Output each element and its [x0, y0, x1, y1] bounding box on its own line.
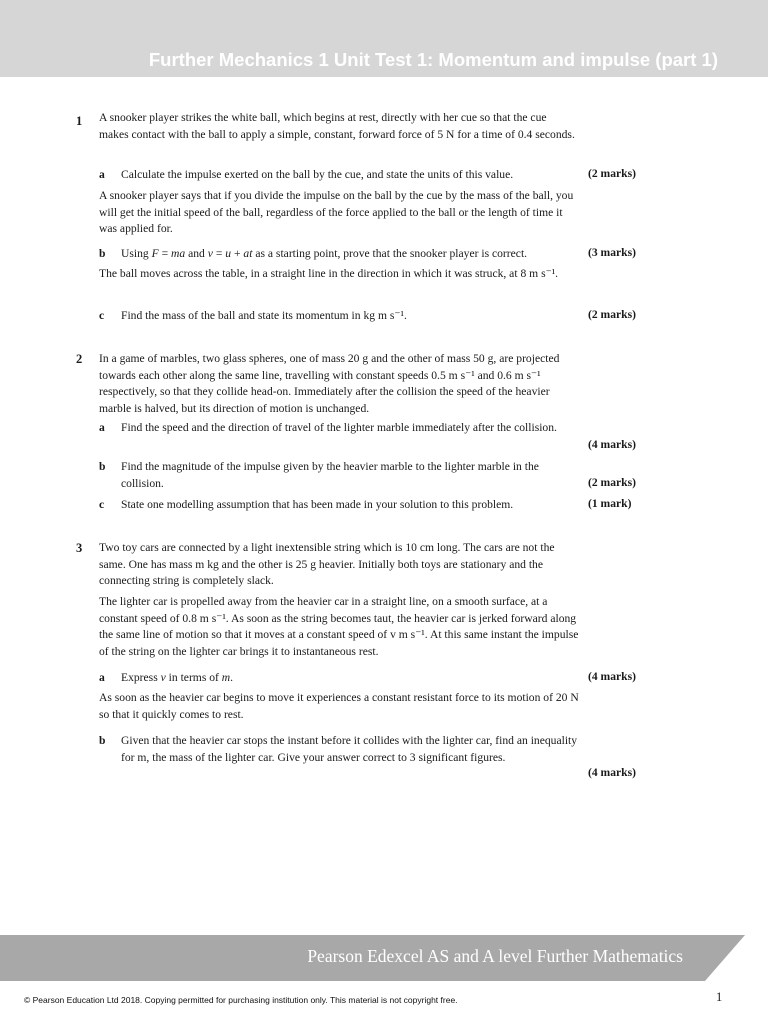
question-1-part-a: [99, 167, 579, 184]
question-3-paragraph: The lighter car is propelled away from the heavier car in a straight line, on a smooth surface, at a constant speed of 0.8 m s⁻¹. As soon as the string becomes taut, the heavier car is jerked forward along the same line of motion so that it moves at a constant speed of v m s⁻¹. At this same instant the impulse of the string on the lighter car brings it to instantaneous rest.: [99, 595, 579, 658]
question-1-number: 1: [76, 114, 83, 128]
part-text: Find the speed and the direction of travel of the lighter marble immediately after the collision.: [121, 421, 557, 434]
part-label: a: [99, 421, 105, 434]
marks-label: (3 marks): [588, 246, 636, 259]
marks-label: (2 marks): [588, 308, 636, 321]
question-3-number: 3: [76, 541, 83, 555]
question-3-part-a: [99, 670, 579, 687]
question-3-part-b: [99, 733, 579, 766]
question-2-number: 2: [76, 352, 83, 366]
question-3-intro: Two toy cars are connected by a light inextensible string which is 10 cm long. The cars are not the same. One has mass m kg and the other is 25 g heavier. Initially both toys are stationary and the connecting string is completely slack.: [99, 541, 555, 587]
part-label: c: [99, 498, 105, 511]
marks-label: (1 mark): [588, 497, 632, 510]
question-2-part-c: [99, 497, 579, 514]
part-text: Find the magnitude of the impulse given by the heavier marble to the lighter marble in the collision.: [121, 460, 539, 490]
footer-title: Pearson Edexcel AS and A level Further Mathematics: [307, 946, 683, 966]
part-label: a: [99, 168, 105, 181]
part-label: b: [99, 734, 106, 747]
marks-label: (2 marks): [588, 476, 636, 489]
part-text: State one modelling assumption that has been made in your solution to this problem.: [121, 498, 514, 511]
part-label: b: [99, 247, 106, 260]
marks-label: (2 marks): [588, 167, 636, 180]
marks-label: (4 marks): [588, 438, 636, 451]
question-3-paragraph: As soon as the heavier car begins to move it experiences a constant resistant force to its motion of 20 N so that it quickly comes to rest.: [99, 691, 579, 721]
question-1-part-b: [99, 246, 579, 263]
part-text: [121, 670, 579, 687]
marks-label: (4 marks): [588, 670, 636, 683]
part-text: [121, 246, 579, 263]
part-label: c: [99, 309, 105, 322]
question-1-intro: A snooker player strikes the white ball, which begins at rest, directly with her cue so that the cue makes contact with the ball to apply a simple, constant, forward force of 5 N for a time of 0.4 seconds.: [99, 111, 575, 141]
part-label: b: [99, 460, 106, 473]
header-band: [0, 0, 768, 77]
question-2-part-a: [99, 420, 579, 437]
question-2-part-b: [99, 459, 579, 492]
part-label: a: [99, 671, 105, 684]
copyright-notice: © Pearson Education Ltd 2018. Copying permitted for purchasing institution only. This material is not copyright free.: [24, 995, 458, 1005]
page-number: 1: [716, 990, 723, 1004]
part-text: Calculate the impulse exerted on the ball by the cue, and state the units of this value.: [121, 168, 514, 181]
question-1-part-c: [99, 308, 579, 325]
question-1-paragraph: The ball moves across the table, in a straight line in the direction in which it was struck, at 8 m s⁻¹.: [99, 267, 559, 280]
page-title: Further Mechanics 1 Unit Test 1: Momentum and impulse (part 1): [148, 49, 718, 70]
question-2-intro: In a game of marbles, two glass spheres, one of mass 20 g and the other of mass 50 g, are projected towards each other along the same line, travelling with constant speeds 0.5 m s⁻¹ and 0.6 m s⁻¹ respectively, so that they collide head-on. Immediately after the collision the speed of the heavier marble is halved, but its direction of motion is unchanged.: [99, 352, 560, 415]
question-1-paragraph: A snooker player says that if you divide the impulse on the ball by the cue by the mass of the ball, you will get the initial speed of the ball, regardless of the force applied to the ball or the length of time it was applied for.: [99, 189, 574, 235]
part-text: Find the mass of the ball and state its momentum in kg m s⁻¹.: [121, 309, 407, 322]
math-formula: Using F = ma and v = u + at as a starting point, prove that the snooker player is correct.: [121, 247, 528, 260]
marks-label: (4 marks): [588, 766, 636, 779]
math-formula: Express v in terms of m.: [121, 671, 234, 684]
part-text: Given that the heavier car stops the instant before it collides with the lighter car, find an inequality for m, the mass of the lighter car. Give your answer correct to 3 significant figures.: [121, 734, 578, 764]
